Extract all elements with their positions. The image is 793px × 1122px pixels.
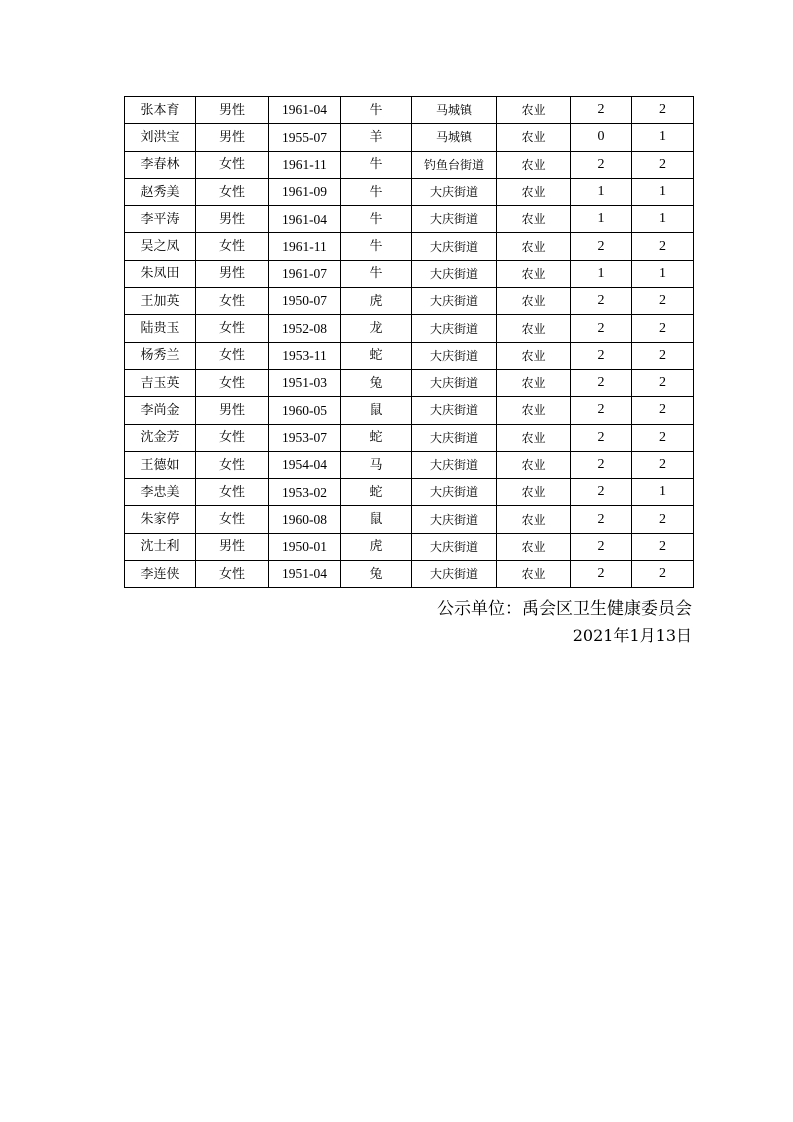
- name-cell: 刘洪宝: [125, 124, 196, 151]
- name-cell: 李忠美: [125, 479, 196, 506]
- address-cell: 大庆街道: [412, 451, 497, 478]
- count-b-cell: 2: [632, 288, 694, 315]
- table-row: [125, 424, 694, 451]
- gender-cell: 男性: [196, 260, 269, 287]
- address-cell: 马城镇: [412, 124, 497, 151]
- table-row: [125, 561, 694, 588]
- birth-date-cell: 1960-05: [269, 397, 341, 424]
- gender-cell: 女性: [196, 233, 269, 260]
- gender-cell: 女性: [196, 451, 269, 478]
- address-cell: 马城镇: [412, 97, 497, 124]
- zodiac-cell: 兔: [341, 369, 412, 396]
- count-b-cell: 2: [632, 397, 694, 424]
- name-cell: 沈金芳: [125, 424, 196, 451]
- count-a-cell: 2: [571, 342, 632, 369]
- count-b-cell: 1: [632, 178, 694, 205]
- address-cell: 大庆街道: [412, 178, 497, 205]
- zodiac-cell: 马: [341, 451, 412, 478]
- gender-cell: 男性: [196, 533, 269, 560]
- table-row: [125, 479, 694, 506]
- name-cell: 吉玉英: [125, 369, 196, 396]
- address-cell: 钓鱼台街道: [412, 151, 497, 178]
- zodiac-cell: 鼠: [341, 397, 412, 424]
- occupation-cell: 农业: [497, 369, 571, 396]
- count-a-cell: 2: [571, 424, 632, 451]
- occupation-cell: 农业: [497, 561, 571, 588]
- birth-date-cell: 1953-02: [269, 479, 341, 506]
- publishing-unit: 公示单位：禹会区卫生健康委员会: [437, 599, 692, 619]
- count-b-cell: 1: [632, 479, 694, 506]
- birth-date-cell: 1953-07: [269, 424, 341, 451]
- name-cell: 朱凤田: [125, 260, 196, 287]
- table-row: [125, 397, 694, 424]
- address-cell: 大庆街道: [412, 397, 497, 424]
- birth-date-cell: 1951-04: [269, 561, 341, 588]
- birth-date-cell: 1961-11: [269, 151, 341, 178]
- zodiac-cell: 龙: [341, 315, 412, 342]
- table-row: [125, 260, 694, 287]
- name-cell: 王加英: [125, 288, 196, 315]
- occupation-cell: 农业: [497, 233, 571, 260]
- birth-date-cell: 1950-01: [269, 533, 341, 560]
- zodiac-cell: 蛇: [341, 424, 412, 451]
- occupation-cell: 农业: [497, 288, 571, 315]
- gender-cell: 女性: [196, 288, 269, 315]
- gender-cell: 女性: [196, 479, 269, 506]
- name-cell: 沈士利: [125, 533, 196, 560]
- zodiac-cell: 牛: [341, 151, 412, 178]
- address-cell: 大庆街道: [412, 342, 497, 369]
- table-row: [125, 97, 694, 124]
- gender-cell: 女性: [196, 315, 269, 342]
- count-b-cell: 2: [632, 561, 694, 588]
- occupation-cell: 农业: [497, 97, 571, 124]
- zodiac-cell: 牛: [341, 260, 412, 287]
- table-row: [125, 533, 694, 560]
- address-cell: 大庆街道: [412, 315, 497, 342]
- publish-date: 2021年1月13日: [572, 626, 692, 645]
- roster-table: [124, 96, 694, 588]
- name-cell: 张本育: [125, 97, 196, 124]
- table-row: [125, 315, 694, 342]
- count-a-cell: 1: [571, 178, 632, 205]
- count-b-cell: 2: [632, 315, 694, 342]
- occupation-cell: 农业: [497, 206, 571, 233]
- table-row: [125, 178, 694, 205]
- address-cell: 大庆街道: [412, 506, 497, 533]
- table-row: [125, 233, 694, 260]
- count-a-cell: 2: [571, 561, 632, 588]
- zodiac-cell: 牛: [341, 233, 412, 260]
- zodiac-cell: 羊: [341, 124, 412, 151]
- birth-date-cell: 1960-08: [269, 506, 341, 533]
- zodiac-cell: 虎: [341, 533, 412, 560]
- occupation-cell: 农业: [497, 124, 571, 151]
- count-a-cell: 2: [571, 369, 632, 396]
- count-b-cell: 2: [632, 151, 694, 178]
- gender-cell: 女性: [196, 178, 269, 205]
- birth-date-cell: 1953-11: [269, 342, 341, 369]
- zodiac-cell: 牛: [341, 178, 412, 205]
- count-b-cell: 1: [632, 206, 694, 233]
- gender-cell: 男性: [196, 124, 269, 151]
- name-cell: 李尚金: [125, 397, 196, 424]
- count-b-cell: 2: [632, 533, 694, 560]
- zodiac-cell: 牛: [341, 206, 412, 233]
- occupation-cell: 农业: [497, 397, 571, 424]
- count-b-cell: 2: [632, 342, 694, 369]
- count-a-cell: 2: [571, 288, 632, 315]
- count-a-cell: 2: [571, 315, 632, 342]
- count-b-cell: 1: [632, 260, 694, 287]
- zodiac-cell: 鼠: [341, 506, 412, 533]
- occupation-cell: 农业: [497, 424, 571, 451]
- occupation-cell: 农业: [497, 315, 571, 342]
- occupation-cell: 农业: [497, 479, 571, 506]
- occupation-cell: 农业: [497, 506, 571, 533]
- count-a-cell: 2: [571, 479, 632, 506]
- count-b-cell: 2: [632, 233, 694, 260]
- birth-date-cell: 1961-04: [269, 206, 341, 233]
- count-b-cell: 1: [632, 124, 694, 151]
- name-cell: 李连侠: [125, 561, 196, 588]
- gender-cell: 女性: [196, 151, 269, 178]
- address-cell: 大庆街道: [412, 369, 497, 396]
- count-b-cell: 2: [632, 369, 694, 396]
- zodiac-cell: 牛: [341, 97, 412, 124]
- table-row: [125, 506, 694, 533]
- gender-cell: 男性: [196, 97, 269, 124]
- name-cell: 王德如: [125, 451, 196, 478]
- name-cell: 赵秀美: [125, 178, 196, 205]
- count-a-cell: 1: [571, 260, 632, 287]
- count-b-cell: 2: [632, 451, 694, 478]
- gender-cell: 女性: [196, 561, 269, 588]
- count-a-cell: 2: [571, 151, 632, 178]
- birth-date-cell: 1951-03: [269, 369, 341, 396]
- count-a-cell: 2: [571, 533, 632, 560]
- count-b-cell: 2: [632, 97, 694, 124]
- name-cell: 朱家停: [125, 506, 196, 533]
- name-cell: 李平涛: [125, 206, 196, 233]
- table-row: [125, 151, 694, 178]
- zodiac-cell: 蛇: [341, 479, 412, 506]
- table-row: [125, 124, 694, 151]
- gender-cell: 女性: [196, 369, 269, 396]
- occupation-cell: 农业: [497, 533, 571, 560]
- address-cell: 大庆街道: [412, 233, 497, 260]
- occupation-cell: 农业: [497, 260, 571, 287]
- count-a-cell: 2: [571, 451, 632, 478]
- table-row: [125, 342, 694, 369]
- count-b-cell: 2: [632, 424, 694, 451]
- table-row: [125, 369, 694, 396]
- birth-date-cell: 1950-07: [269, 288, 341, 315]
- address-cell: 大庆街道: [412, 479, 497, 506]
- occupation-cell: 农业: [497, 451, 571, 478]
- count-a-cell: 0: [571, 124, 632, 151]
- table-row: [125, 451, 694, 478]
- address-cell: 大庆街道: [412, 424, 497, 451]
- birth-date-cell: 1961-04: [269, 97, 341, 124]
- count-a-cell: 1: [571, 206, 632, 233]
- birth-date-cell: 1961-09: [269, 178, 341, 205]
- name-cell: 杨秀兰: [125, 342, 196, 369]
- birth-date-cell: 1952-08: [269, 315, 341, 342]
- occupation-cell: 农业: [497, 342, 571, 369]
- zodiac-cell: 兔: [341, 561, 412, 588]
- occupation-cell: 农业: [497, 151, 571, 178]
- address-cell: 大庆街道: [412, 288, 497, 315]
- table-row: [125, 288, 694, 315]
- table-row: [125, 206, 694, 233]
- gender-cell: 女性: [196, 424, 269, 451]
- gender-cell: 男性: [196, 397, 269, 424]
- address-cell: 大庆街道: [412, 533, 497, 560]
- birth-date-cell: 1955-07: [269, 124, 341, 151]
- birth-date-cell: 1961-07: [269, 260, 341, 287]
- gender-cell: 女性: [196, 342, 269, 369]
- count-a-cell: 2: [571, 506, 632, 533]
- count-a-cell: 2: [571, 397, 632, 424]
- zodiac-cell: 蛇: [341, 342, 412, 369]
- zodiac-cell: 虎: [341, 288, 412, 315]
- count-a-cell: 2: [571, 233, 632, 260]
- count-b-cell: 2: [632, 506, 694, 533]
- birth-date-cell: 1954-04: [269, 451, 341, 478]
- name-cell: 李春林: [125, 151, 196, 178]
- roster-body: [125, 97, 694, 588]
- gender-cell: 女性: [196, 506, 269, 533]
- birth-date-cell: 1961-11: [269, 233, 341, 260]
- gender-cell: 男性: [196, 206, 269, 233]
- count-a-cell: 2: [571, 97, 632, 124]
- address-cell: 大庆街道: [412, 206, 497, 233]
- name-cell: 吴之凤: [125, 233, 196, 260]
- address-cell: 大庆街道: [412, 260, 497, 287]
- name-cell: 陆贵玉: [125, 315, 196, 342]
- occupation-cell: 农业: [497, 178, 571, 205]
- address-cell: 大庆街道: [412, 561, 497, 588]
